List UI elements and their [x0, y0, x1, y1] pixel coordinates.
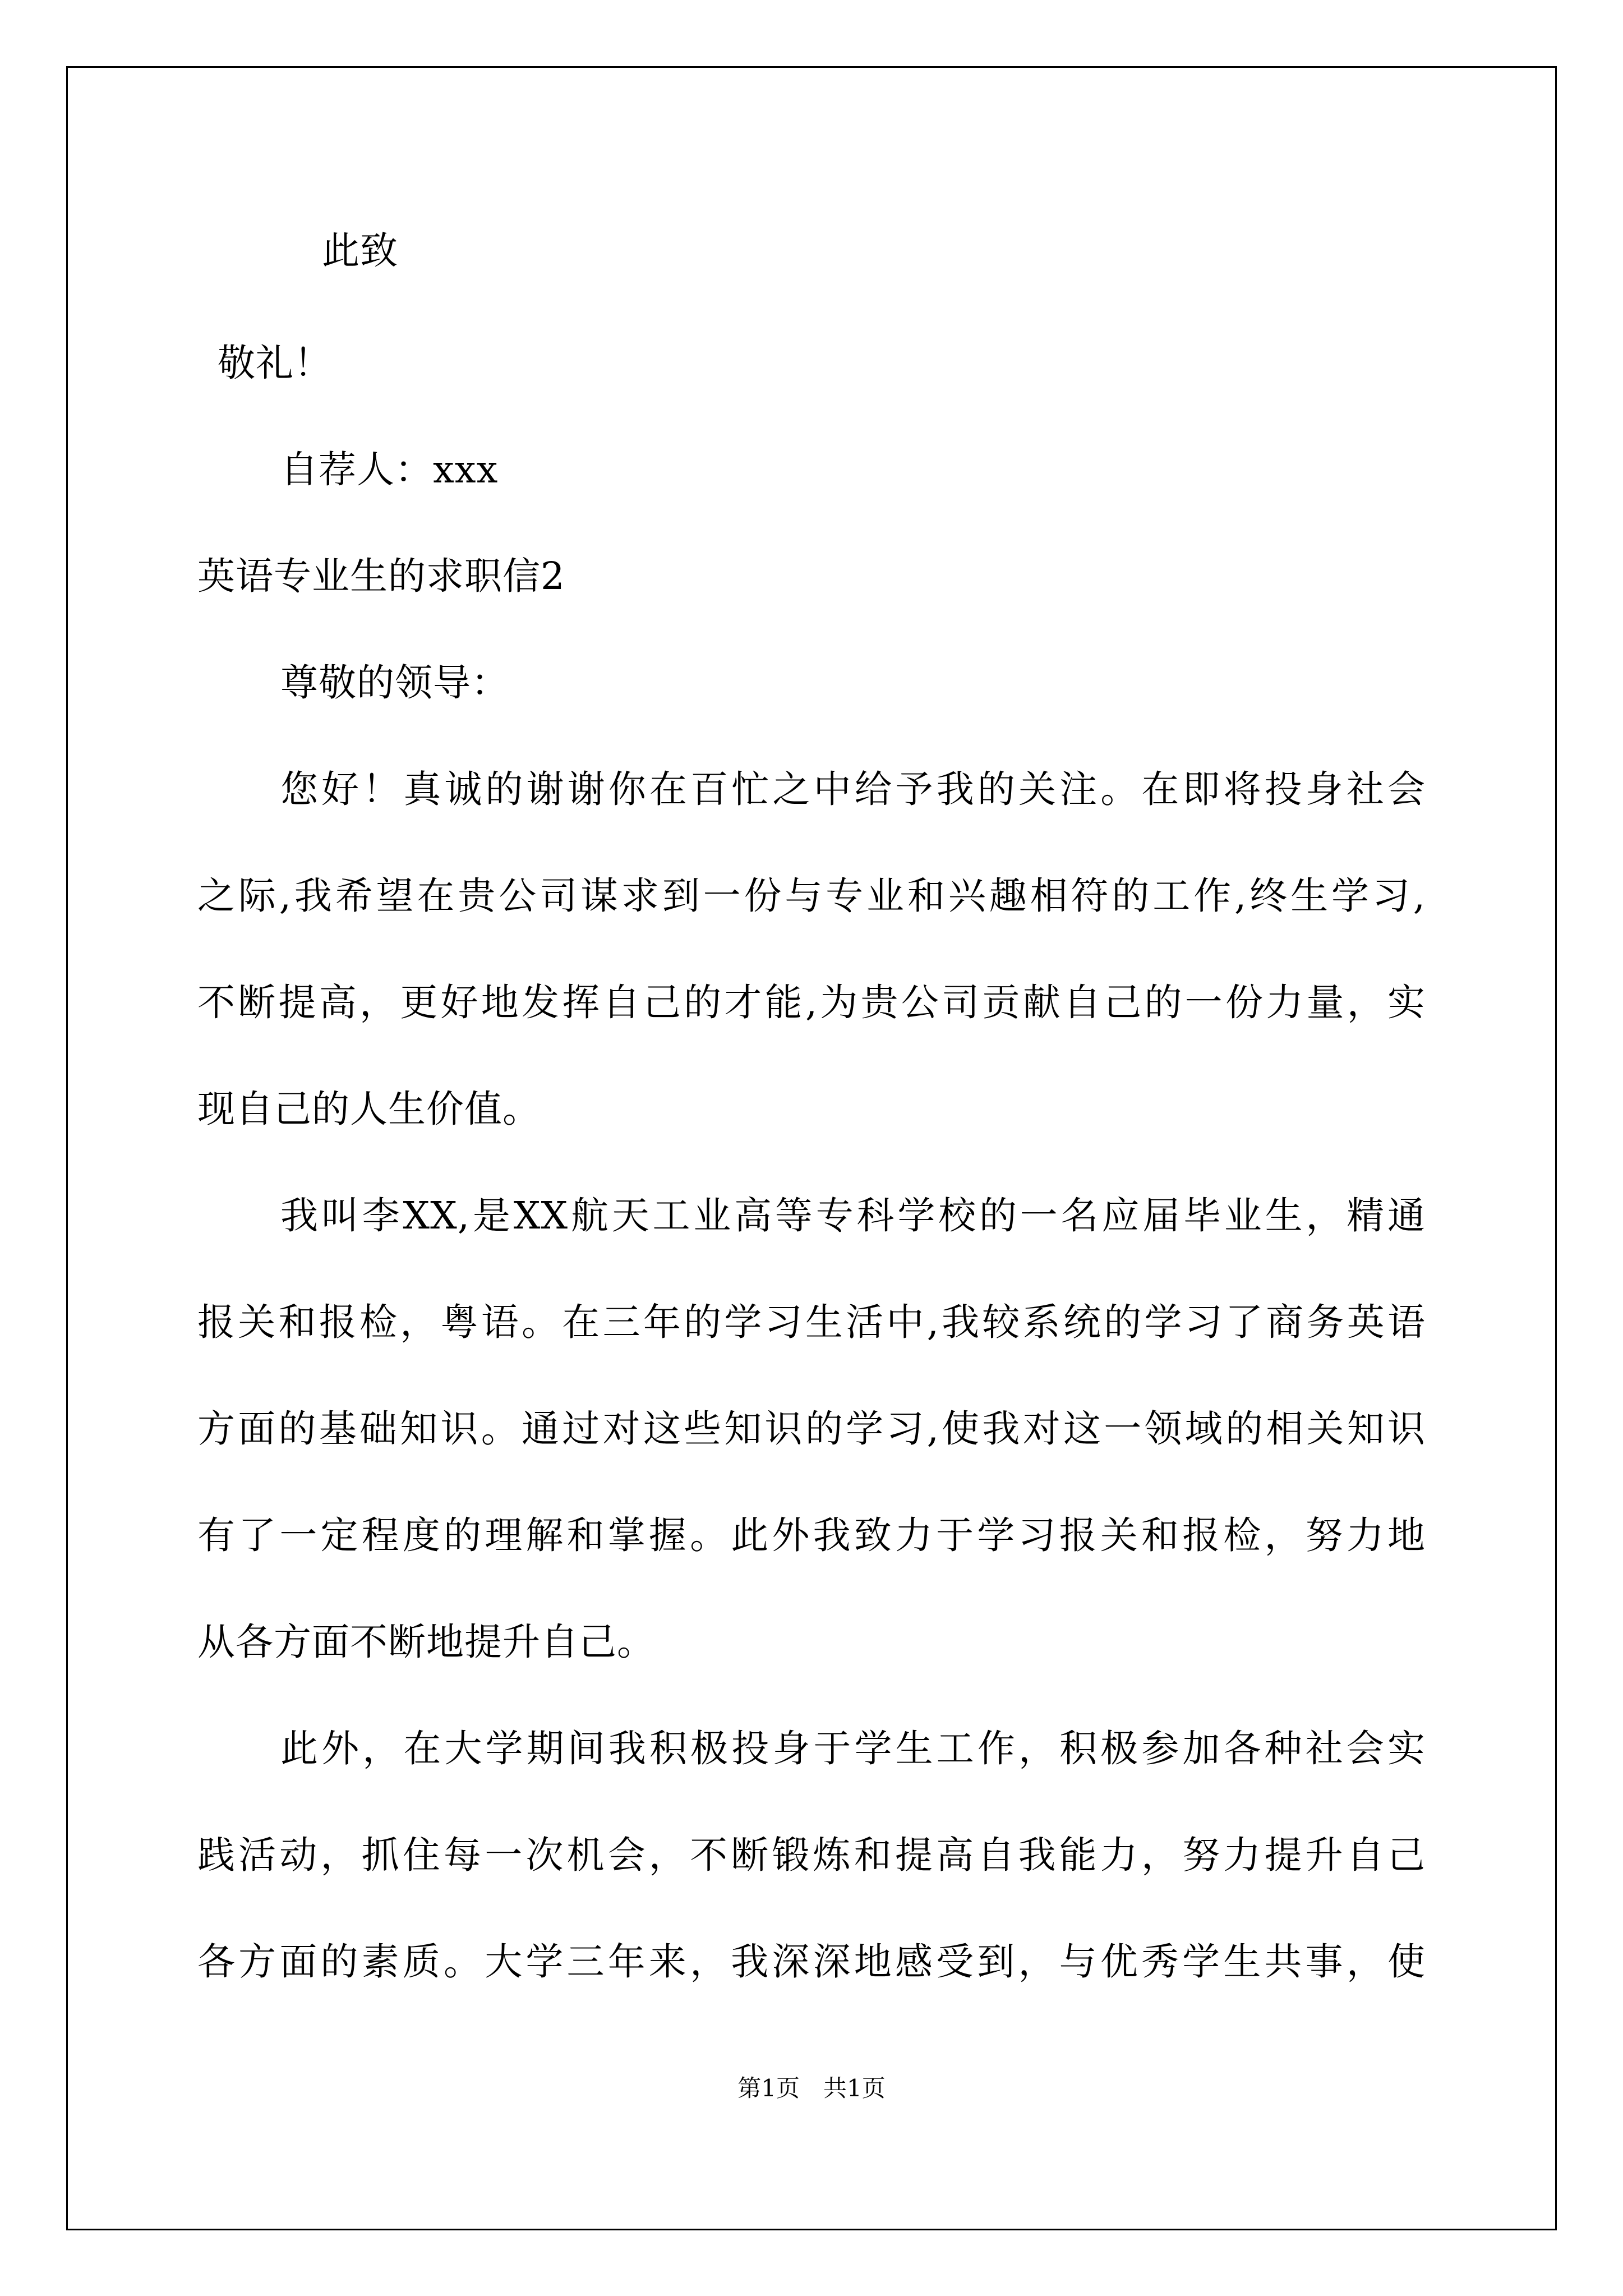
paragraph-line: 各方面的素质。大学三年来，我深深地感受到，与优秀学生共事，使 — [197, 1940, 1426, 1984]
page-border — [66, 66, 1557, 2230]
section-title: 英语专业生的求职信2 — [197, 554, 565, 598]
paragraph-line: 有了一定程度的理解和掌握。此外我致力于学习报关和报检，努力地 — [197, 1513, 1426, 1557]
paragraph-line: 您好！真诚的谢谢你在百忙之中给予我的关注。在即将投身社会 — [280, 767, 1426, 811]
paragraph-line: 之际,我希望在贵公司谋求到一份与专业和兴趣相符的工作,终生学习, — [197, 874, 1426, 918]
paragraph-line: 报关和报检，粤语。在三年的学习生活中,我较系统的学习了商务英语 — [197, 1300, 1426, 1344]
signature: 自荐人：xxx — [280, 448, 499, 491]
salutation-end: 敬礼！ — [218, 341, 332, 385]
paragraph-line: 方面的基础知识。通过对这些知识的学习,使我对这一领域的相关知识 — [197, 1407, 1426, 1451]
page-footer: 第1页 共1页 — [737, 2074, 886, 2102]
greeting: 尊敬的领导： — [280, 661, 509, 705]
paragraph-line: 不断提高，更好地发挥自己的才能,为贵公司贡献自己的一份力量，实 — [197, 981, 1426, 1024]
closing-text: 此致 — [322, 229, 398, 273]
paragraph-line: 此外，在大学期间我积极投身于学生工作，积极参加各种社会实 — [280, 1727, 1426, 1770]
paragraph-line: 我叫李XX,是XX航天工业高等专科学校的一名应届毕业生，精通 — [280, 1194, 1426, 1237]
paragraph-line: 现自己的人生价值。 — [197, 1087, 541, 1131]
paragraph-line: 践活动，抓住每一次机会，不断锻炼和提高自我能力，努力提升自己 — [197, 1833, 1426, 1877]
paragraph-line: 从各方面不断地提升自己。 — [197, 1620, 655, 1664]
